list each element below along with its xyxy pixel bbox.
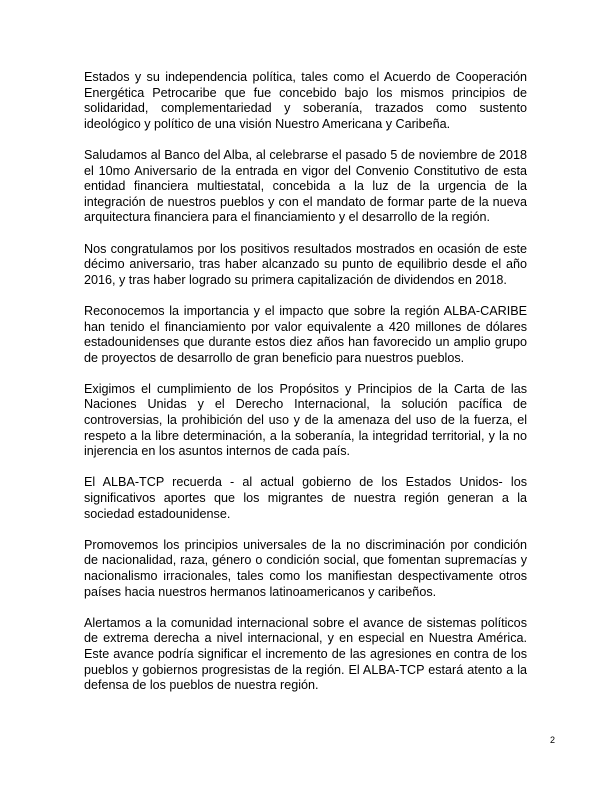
document-body xyxy=(84,70,527,709)
paragraph: El ALBA-TCP recuerda - al actual gobierno de los Estados Unidos- los significativos aportes que los migrantes de nuestra región generan a la sociedad estadounidense. xyxy=(84,475,527,521)
paragraph: Nos congratulamos por los positivos resultados mostrados en ocasión de este décimo aniversario, tras haber alcanzado su punto de equilibrio desde el año 2016, y tras haber logrado su primera capitalización de dividendos en 2018. xyxy=(84,241,527,287)
paragraph: Reconocemos la importancia y el impacto que sobre la región ALBA-CARIBE han tenido el financiamiento por valor equivalente a 420 millones de dólares estadounidenses que durante estos diez años han favorecido un amplio grupo de proyectos de desarrollo de gran beneficio para nuestros pueblos. xyxy=(84,303,527,365)
paragraph: Saludamos al Banco del Alba, al celebrarse el pasado 5 de noviembre de 2018 el 10mo Aniversario de la entrada en vigor del Convenio Constitutivo de esta entidad financiera multiestatal, concebida a la luz de la urgencia de la integración de nuestros pueblos y con el mandato de formar parte de la nueva arquitectura financiera para el financiamiento y el desarrollo de la región. xyxy=(84,147,527,225)
page-number: 2 xyxy=(550,735,556,745)
paragraph: Promovemos los principios universales de la no discriminación por condición de nacionalidad, raza, género o condición social, que fomentan supremacías y nacionalismo irracionales, tales como los manifiestan despectivamente otros países hacia nuestros hermanos latinoamericanos y caribeños. xyxy=(84,537,527,599)
paragraph: Exigimos el cumplimiento de los Propósitos y Principios de la Carta de las Naciones Unidas y el Derecho Internacional, la solución pacífica de controversias, la prohibición del uso y de la amenaza del uso de la fuerza, el respeto a la libre determinación, a la soberanía, la integridad territorial, y la no injerencia en los asuntos internos de cada país. xyxy=(84,381,527,459)
paragraph: Estados y su independencia política, tales como el Acuerdo de Cooperación Energética Petrocaribe que fue concebido bajo los mismos principios de solidaridad, complementariedad y soberanía, trazados como sustento ideológico y político de una visión Nuestro Americana y Caribeña. xyxy=(84,70,527,131)
paragraph: Alertamos a la comunidad internacional sobre el avance de sistemas políticos de extrema derecha a nivel internacional, y en especial en Nuestra América. Este avance podría significar el incremento de las agresiones en contra de los pueblos y gobiernos progresistas de la región. El ALBA-TCP estará atento a la defensa de los pueblos de nuestra región. xyxy=(84,615,527,693)
